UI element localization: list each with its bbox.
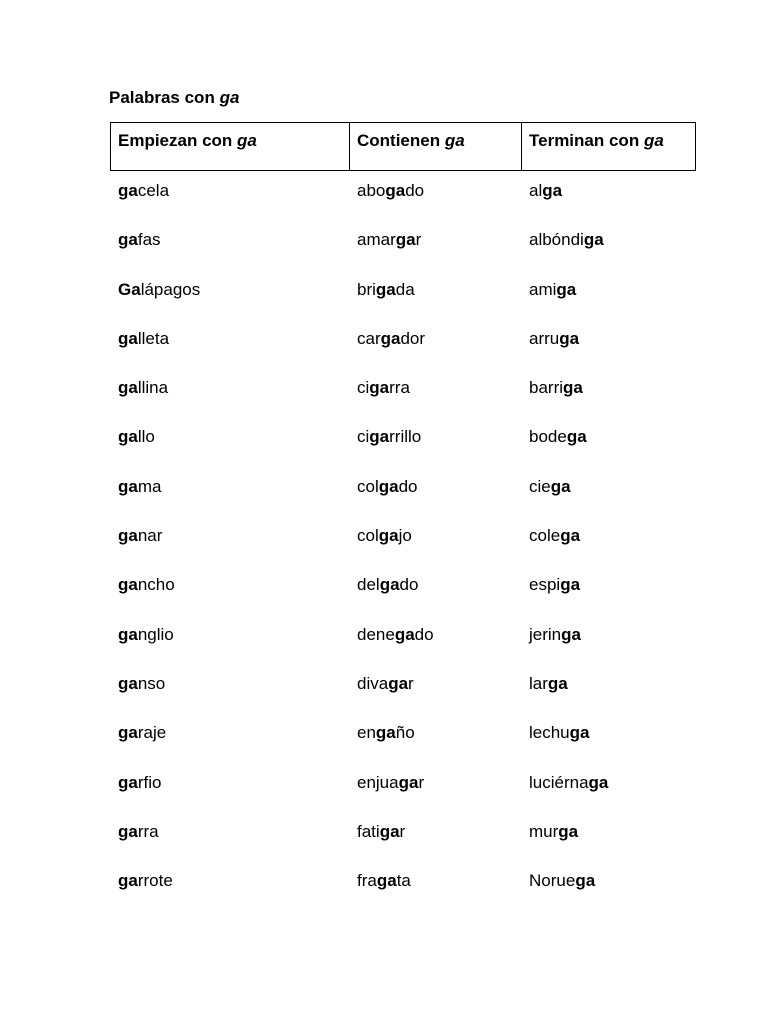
- word-cell: denegado: [357, 624, 434, 644]
- table-row: [110, 764, 695, 813]
- page-title: Palabras con ga: [109, 88, 240, 107]
- word-cell: amargar: [357, 230, 422, 250]
- word-cell: larga: [529, 673, 568, 693]
- word-list: [110, 172, 695, 911]
- word-cell: gallo: [118, 427, 155, 447]
- table-row: [110, 813, 695, 862]
- word-cell: cigarra: [357, 378, 410, 398]
- header-terminan: Terminan con ga: [522, 123, 696, 171]
- word-cell: abogado: [357, 181, 425, 200]
- table-row: [110, 665, 695, 714]
- table-row: [110, 468, 695, 517]
- word-cell: barriga: [529, 378, 583, 398]
- word-cell: garra: [118, 821, 159, 841]
- word-cell: bodega: [529, 427, 587, 447]
- word-table-header: [110, 122, 696, 171]
- word-cell: fragata: [357, 871, 411, 891]
- word-cell: gafas: [118, 230, 161, 250]
- word-cell: engaño: [357, 723, 415, 743]
- word-cell: garaje: [118, 723, 167, 743]
- table-row: [110, 221, 695, 270]
- table-row: [110, 616, 695, 665]
- word-cell: gacela: [118, 181, 170, 200]
- word-cell: garfio: [118, 772, 162, 792]
- word-cell: amiga: [529, 279, 577, 299]
- word-cell: Galápagos: [118, 279, 201, 299]
- word-cell: enjuagar: [357, 772, 425, 792]
- table-row: [110, 172, 695, 221]
- header-empiezan: Empiezan con ga: [111, 123, 350, 171]
- table-row: [110, 369, 695, 418]
- word-cell: ciega: [529, 476, 571, 496]
- word-cell: gancho: [118, 575, 175, 595]
- word-cell: colega: [529, 526, 581, 546]
- word-cell: Noruega: [529, 871, 596, 891]
- word-cell: cigarrillo: [357, 427, 422, 447]
- table-row: [110, 271, 695, 320]
- word-cell: ganso: [118, 673, 166, 693]
- word-cell: murga: [529, 821, 579, 841]
- word-cell: ganglio: [118, 624, 174, 644]
- word-cell: lechuga: [529, 723, 590, 743]
- word-cell: delgado: [357, 575, 419, 595]
- word-cell: jeringa: [529, 624, 581, 644]
- word-cell: gama: [118, 476, 162, 496]
- word-cell: alga: [529, 181, 563, 200]
- word-cell: espiga: [529, 575, 581, 595]
- word-cell: cargador: [357, 328, 426, 348]
- word-cell: brigada: [357, 279, 415, 299]
- word-cell: luciérnaga: [529, 772, 609, 792]
- title-emphasis: ga: [219, 88, 240, 107]
- header-contienen: Contienen ga: [350, 123, 522, 171]
- table-row: [110, 517, 695, 566]
- word-cell: divagar: [357, 673, 414, 693]
- table-row: [110, 566, 695, 615]
- word-cell: gallina: [118, 378, 169, 398]
- table-row: [110, 418, 695, 467]
- table-row: [110, 714, 695, 763]
- word-cell: arruga: [529, 328, 580, 348]
- table-row: [110, 320, 695, 369]
- word-cell: albóndiga: [529, 230, 604, 250]
- word-cell: colgajo: [357, 526, 412, 546]
- word-cell: garrote: [118, 871, 173, 891]
- word-cell: colgado: [357, 476, 418, 496]
- word-cell: ganar: [118, 526, 163, 546]
- table-row: [110, 862, 695, 911]
- word-cell: fatigar: [357, 821, 406, 841]
- word-cell: galleta: [118, 328, 170, 348]
